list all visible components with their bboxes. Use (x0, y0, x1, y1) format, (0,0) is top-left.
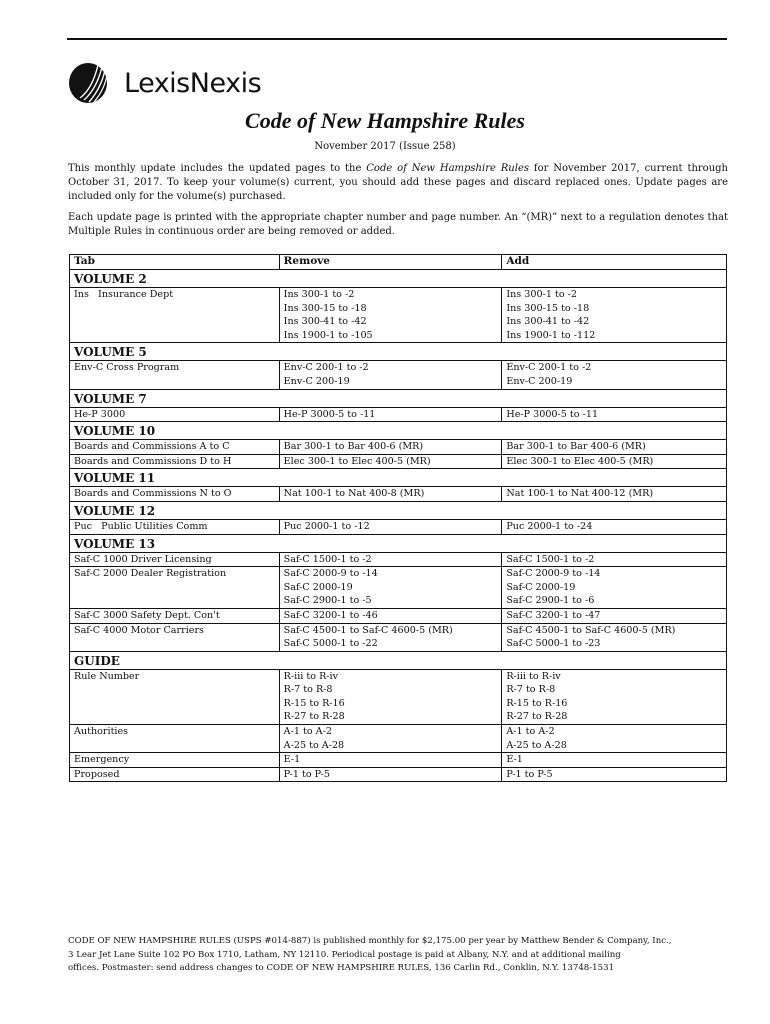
add-page-range: A-25 to A-28 (506, 739, 567, 751)
volume-row (70, 469, 727, 487)
remove-page-range: Saf-C 1500-1 to -2 (283, 553, 372, 565)
tab-cell: Boards and Commissions D to H (70, 454, 280, 469)
remove-page-range: Saf-C 3200-1 to -46 (283, 609, 378, 621)
add-cell (502, 361, 727, 389)
remove-page-range: He-P 3000-5 to -11 (283, 408, 376, 420)
tab-cell: Puc Public Utilities Comm (70, 519, 280, 534)
add-page-range: R-7 to R-8 (506, 684, 556, 696)
remove-cell (279, 567, 502, 609)
volume-heading: VOLUME 10 (70, 422, 727, 440)
add-page-range: Saf-C 3200-1 to -47 (506, 609, 601, 621)
remove-cell (279, 608, 502, 623)
volume-row (70, 422, 727, 440)
remove-cell (279, 725, 502, 753)
add-page-range: Ins 300-15 to -18 (506, 302, 590, 314)
remove-page-range: Ins 300-1 to -2 (283, 289, 355, 300)
tab-cell: Rule Number (70, 669, 280, 724)
remove-page-range: A-1 to A-2 (283, 726, 332, 738)
table-row (70, 567, 727, 609)
remove-cell (279, 519, 502, 534)
remove-page-range: Ins 300-15 to -18 (283, 302, 367, 314)
remove-page-range: Env-C 200-1 to -2 (283, 362, 369, 374)
remove-page-range: Saf-C 4500-1 to Saf-C 4600-5 (MR) (283, 624, 453, 636)
document-title: Code of New Hampshire Rules (245, 108, 525, 133)
add-page-range: Puc 2000-1 to -24 (506, 520, 593, 532)
remove-page-range: Elec 300-1 to Elec 400-5 (MR) (283, 455, 431, 467)
remove-cell (279, 623, 502, 651)
volume-heading: VOLUME 5 (70, 343, 727, 361)
tab-cell: Env-C Cross Program (70, 361, 280, 389)
volume-row (70, 534, 727, 552)
table-header-row (70, 255, 727, 270)
table-row (70, 608, 727, 623)
volume-heading: VOLUME 11 (70, 469, 727, 487)
tab-cell: Ins Insurance Dept (70, 288, 280, 343)
add-page-range: Ins 1900-1 to -112 (506, 329, 596, 341)
add-page-range: Saf-C 2000-19 (506, 581, 576, 593)
table-row (70, 767, 727, 782)
tab-cell: Saf-C 4000 Motor Carriers (70, 623, 280, 651)
remove-page-range: A-25 to A-28 (283, 739, 345, 751)
update-table (69, 254, 727, 782)
add-page-range: Nat 100-1 to Nat 400-12 (MR) (506, 488, 654, 500)
add-page-range: Saf-C 2000-9 to -14 (506, 568, 601, 580)
issue-line: November 2017 (Issue 258) (314, 141, 456, 152)
volume-heading: GUIDE (70, 651, 727, 669)
add-page-range: Env-C 200-1 to -2 (506, 362, 592, 374)
tab-cell: Saf-C 2000 Dealer Registration (70, 567, 280, 609)
header-add: Add (502, 255, 727, 270)
remove-page-range: R-15 to R-16 (283, 697, 345, 709)
remove-cell (279, 361, 502, 389)
logo-wordmark: LexisNexis (124, 67, 262, 99)
remove-cell (279, 669, 502, 724)
remove-page-range: Bar 300-1 to Bar 400-6 (MR) (283, 441, 424, 453)
add-page-range: P-1 to P-5 (506, 768, 553, 780)
table-row (70, 454, 727, 469)
tab-cell: Authorities (70, 725, 280, 753)
remove-page-range: Saf-C 2000-9 to -14 (283, 568, 378, 580)
table-row (70, 487, 727, 502)
table-row (70, 753, 727, 768)
tab-cell: Proposed (70, 767, 280, 782)
remove-page-range: Ins 300-41 to -42 (283, 316, 367, 328)
table-body (70, 270, 727, 782)
add-cell (502, 454, 727, 469)
remove-page-range: Puc 2000-1 to -12 (283, 520, 370, 532)
footer-line: 3 Lear Jet Lane Suite 102 PO Box 1710, Latham, NY 12110. Periodical postage is paid at Albany, N.Y. and at additional mailing (68, 949, 621, 960)
volume-heading: VOLUME 13 (70, 534, 727, 552)
remove-cell (279, 767, 502, 782)
add-page-range: He-P 3000-5 to -11 (506, 408, 599, 420)
table-row (70, 623, 727, 651)
top-rule (67, 38, 727, 40)
footer-notice (68, 935, 728, 976)
add-cell (502, 753, 727, 768)
remove-page-range: R-7 to R-8 (283, 684, 333, 696)
table-row (70, 519, 727, 534)
remove-page-range: Saf-C 2900-1 to -5 (283, 595, 372, 607)
remove-cell (279, 487, 502, 502)
tab-cell: Boards and Commissions A to C (70, 440, 280, 455)
add-page-range: R-iii to R-iv (506, 670, 561, 682)
remove-page-range: P-1 to P-5 (283, 768, 330, 780)
volume-row (70, 501, 727, 519)
add-page-range: R-15 to R-16 (506, 697, 568, 709)
tab-cell: Emergency (70, 753, 280, 768)
remove-cell (279, 753, 502, 768)
table-row (70, 361, 727, 389)
add-page-range: Saf-C 2900-1 to -6 (506, 595, 595, 607)
table-row (70, 552, 727, 567)
remove-page-range: E-1 (283, 754, 301, 766)
remove-cell (279, 288, 502, 343)
add-cell (502, 552, 727, 567)
volume-row (70, 343, 727, 361)
remove-cell (279, 440, 502, 455)
add-page-range: Saf-C 1500-1 to -2 (506, 553, 595, 565)
add-page-range: Bar 300-1 to Bar 400-6 (MR) (506, 441, 646, 453)
add-cell (502, 623, 727, 651)
add-page-range: Elec 300-1 to Elec 400-5 (MR) (506, 455, 654, 467)
add-cell (502, 669, 727, 724)
volume-heading: VOLUME 7 (70, 389, 727, 407)
footer-line: CODE OF NEW HAMPSHIRE RULES (USPS #014-887) is published monthly for $2,175.00 per year by Matthew Bender & Company, Inc., (68, 936, 672, 946)
table-row (70, 440, 727, 455)
add-page-range: R-27 to R-28 (506, 711, 568, 723)
tab-cell: Saf-C 1000 Driver Licensing (70, 552, 280, 567)
add-page-range: Ins 300-41 to -42 (506, 316, 590, 328)
remove-page-range: R-27 to R-28 (283, 711, 345, 723)
remove-cell (279, 552, 502, 567)
add-cell (502, 288, 727, 343)
volume-row (70, 651, 727, 669)
add-cell (502, 725, 727, 753)
add-cell (502, 440, 727, 455)
add-cell (502, 519, 727, 534)
volume-row (70, 389, 727, 407)
header-remove: Remove (279, 255, 502, 270)
remove-cell (279, 454, 502, 469)
add-page-range: E-1 (506, 754, 523, 766)
add-cell (502, 767, 727, 782)
add-cell (502, 407, 727, 422)
volume-heading: VOLUME 12 (70, 501, 727, 519)
remove-page-range: Ins 1900-1 to -105 (283, 329, 373, 341)
tab-cell: He-P 3000 (70, 407, 280, 422)
remove-page-range: R-iii to R-iv (283, 670, 339, 682)
intro-paragraph-2: Each update page is printed with the appropriate chapter number and page number. An “(MR)” next to a regulation denotes that Multiple Rules in continuous order are being removed or added. (68, 212, 728, 237)
add-page-range: Saf-C 4500-1 to Saf-C 4600-5 (MR) (506, 624, 676, 636)
add-page-range: Env-C 200-19 (506, 375, 573, 387)
add-cell (502, 608, 727, 623)
add-page-range: A-1 to A-2 (506, 726, 555, 738)
tab-cell: Boards and Commissions N to O (70, 487, 280, 502)
header-tab: Tab (70, 255, 280, 270)
publication-name: Code of New Hampshire Rules (366, 163, 529, 174)
lexisnexis-logo-icon (68, 62, 112, 104)
add-cell (502, 487, 727, 502)
add-page-range: Ins 300-1 to -2 (506, 289, 578, 300)
remove-page-range: Saf-C 5000-1 to -22 (283, 638, 378, 650)
table-row (70, 407, 727, 422)
remove-page-range: Saf-C 2000-19 (283, 581, 353, 593)
table-row (70, 669, 727, 724)
intro-paragraph-1: This monthly update includes the updated pages to the Code of New Hampshire Rules for November 2017, current through October 31, 2017. To keep your volume(s) current, you should add these pages and discard replaced ones. Update pages are included only for the volume(s) purchased. (68, 163, 728, 202)
remove-cell (279, 407, 502, 422)
table-row (70, 725, 727, 753)
remove-page-range: Nat 100-1 to Nat 400-8 (MR) (283, 488, 425, 500)
lexisnexis-logo (68, 62, 261, 104)
add-cell (502, 567, 727, 609)
volume-row (70, 270, 727, 288)
volume-heading: VOLUME 2 (70, 270, 727, 288)
tab-cell: Saf-C 3000 Safety Dept. Con't (70, 608, 280, 623)
remove-page-range: Env-C 200-19 (283, 375, 350, 387)
add-page-range: Saf-C 5000-1 to -23 (506, 638, 601, 650)
footer-line: offices. Postmaster: send address changes to CODE OF NEW HAMPSHIRE RULES, 136 Carlin Rd., Conklin, N.Y. 13748-1531 (68, 963, 615, 973)
table-row (70, 288, 727, 343)
